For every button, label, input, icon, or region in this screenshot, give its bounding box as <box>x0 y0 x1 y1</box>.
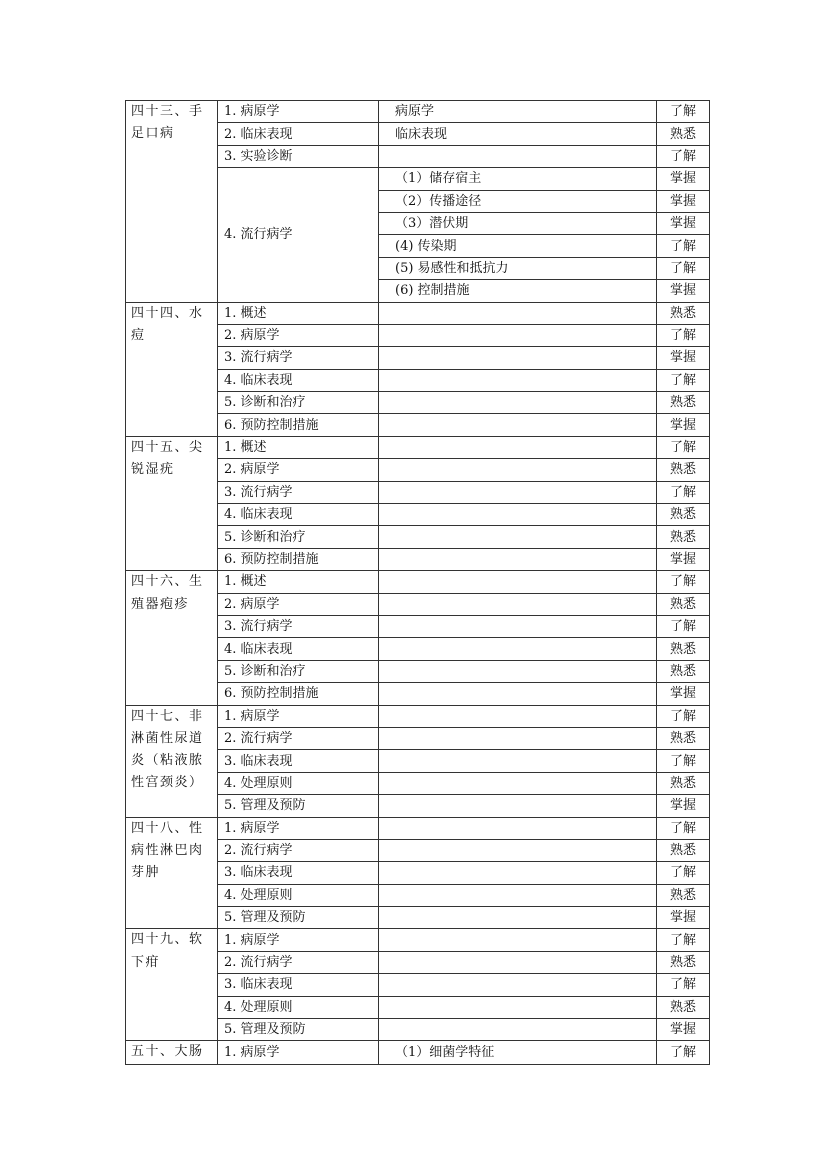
disease-name-cell: 四十六、生殖器疱疹 <box>126 571 218 705</box>
topic-cell: 2. 病原学 <box>218 324 379 346</box>
detail-cell <box>379 907 657 929</box>
table-row <box>126 817 710 839</box>
topic-cell: 6. 预防控制措施 <box>218 683 379 705</box>
requirement-level-cell: 掌握 <box>657 795 710 817</box>
topic-cell: 1. 病原学 <box>218 817 379 839</box>
detail-cell: （2）传播途径 <box>379 190 657 212</box>
requirement-level-cell: 熟悉 <box>657 951 710 973</box>
requirement-level-cell: 熟悉 <box>657 660 710 682</box>
topic-cell: 5. 管理及预防 <box>218 795 379 817</box>
disease-name-cell: 四十五、尖锐湿疣 <box>126 436 218 570</box>
syllabus-table <box>125 100 710 1065</box>
requirement-level-cell: 了解 <box>657 929 710 951</box>
table-row <box>126 1041 710 1064</box>
detail-cell <box>379 683 657 705</box>
topic-cell: 1. 病原学 <box>218 929 379 951</box>
requirement-level-cell: 熟悉 <box>657 996 710 1018</box>
detail-cell <box>379 750 657 772</box>
detail-cell: 病原学 <box>379 101 657 123</box>
topic-cell: 3. 流行病学 <box>218 347 379 369</box>
requirement-level-cell: 熟悉 <box>657 884 710 906</box>
requirement-level-cell: 了解 <box>657 817 710 839</box>
topic-cell: 5. 管理及预防 <box>218 1019 379 1041</box>
disease-name-cell: 五十、大肠 <box>126 1041 218 1064</box>
requirement-level-cell: 了解 <box>657 615 710 637</box>
disease-name-cell: 四十四、水痘 <box>126 302 218 436</box>
detail-cell <box>379 526 657 548</box>
requirement-level-cell: 掌握 <box>657 907 710 929</box>
requirement-level-cell: 掌握 <box>657 1019 710 1041</box>
detail-cell <box>379 839 657 861</box>
topic-cell: 4. 流行病学 <box>218 168 379 302</box>
topic-cell: 1. 病原学 <box>218 101 379 123</box>
detail-cell <box>379 414 657 436</box>
requirement-level-cell: 了解 <box>657 324 710 346</box>
requirement-level-cell: 熟悉 <box>657 459 710 481</box>
detail-cell <box>379 660 657 682</box>
detail-cell <box>379 615 657 637</box>
requirement-level-cell: 了解 <box>657 101 710 123</box>
table-row <box>126 101 710 123</box>
topic-cell: 1. 病原学 <box>218 1041 379 1064</box>
requirement-level-cell: 了解 <box>657 481 710 503</box>
topic-cell: 1. 概述 <box>218 302 379 324</box>
detail-cell <box>379 862 657 884</box>
detail-cell: （1）细菌学特征 <box>379 1041 657 1064</box>
requirement-level-cell: 掌握 <box>657 212 710 234</box>
topic-cell: 2. 流行病学 <box>218 727 379 749</box>
requirement-level-cell: 了解 <box>657 436 710 458</box>
detail-cell <box>379 974 657 996</box>
topic-cell: 6. 预防控制措施 <box>218 548 379 570</box>
detail-cell <box>379 347 657 369</box>
requirement-level-cell: 了解 <box>657 145 710 167</box>
topic-cell: 4. 临床表现 <box>218 369 379 391</box>
topic-cell: 1. 病原学 <box>218 705 379 727</box>
detail-cell <box>379 324 657 346</box>
requirement-level-cell: 掌握 <box>657 347 710 369</box>
requirement-level-cell: 熟悉 <box>657 772 710 794</box>
detail-cell: 临床表现 <box>379 123 657 145</box>
disease-name-cell: 四十三、手足口病 <box>126 101 218 303</box>
detail-cell <box>379 884 657 906</box>
detail-cell <box>379 302 657 324</box>
table-row <box>126 929 710 951</box>
requirement-level-cell: 了解 <box>657 257 710 279</box>
requirement-level-cell: 熟悉 <box>657 504 710 526</box>
requirement-level-cell: 了解 <box>657 1041 710 1064</box>
detail-cell <box>379 459 657 481</box>
topic-cell: 5. 管理及预防 <box>218 907 379 929</box>
detail-cell: (4) 传染期 <box>379 235 657 257</box>
topic-cell: 5. 诊断和治疗 <box>218 392 379 414</box>
requirement-level-cell: 掌握 <box>657 190 710 212</box>
requirement-level-cell: 了解 <box>657 571 710 593</box>
requirement-level-cell: 熟悉 <box>657 839 710 861</box>
requirement-level-cell: 掌握 <box>657 168 710 190</box>
table-body <box>126 101 710 1065</box>
topic-cell: 5. 诊断和治疗 <box>218 526 379 548</box>
topic-cell: 1. 概述 <box>218 571 379 593</box>
topic-cell: 3. 临床表现 <box>218 974 379 996</box>
topic-cell: 3. 临床表现 <box>218 750 379 772</box>
topic-cell: 3. 临床表现 <box>218 862 379 884</box>
requirement-level-cell: 熟悉 <box>657 638 710 660</box>
requirement-level-cell: 了解 <box>657 705 710 727</box>
topic-cell: 2. 流行病学 <box>218 839 379 861</box>
detail-cell <box>379 145 657 167</box>
detail-cell <box>379 817 657 839</box>
requirement-level-cell: 了解 <box>657 862 710 884</box>
disease-name-cell: 四十七、非淋菌性尿道炎（粘液脓性宫颈炎） <box>126 705 218 817</box>
topic-cell: 2. 流行病学 <box>218 951 379 973</box>
requirement-level-cell: 掌握 <box>657 548 710 570</box>
topic-cell: 4. 处理原则 <box>218 996 379 1018</box>
detail-cell: （3）潜伏期 <box>379 212 657 234</box>
topic-cell: 3. 实验诊断 <box>218 145 379 167</box>
topic-cell: 2. 病原学 <box>218 593 379 615</box>
requirement-level-cell: 熟悉 <box>657 526 710 548</box>
detail-cell <box>379 795 657 817</box>
topic-cell: 4. 处理原则 <box>218 772 379 794</box>
detail-cell <box>379 705 657 727</box>
requirement-level-cell: 了解 <box>657 369 710 391</box>
detail-cell <box>379 481 657 503</box>
requirement-level-cell: 掌握 <box>657 683 710 705</box>
disease-name-cell: 四十八、性病性淋巴肉芽肿 <box>126 817 218 929</box>
requirement-level-cell: 熟悉 <box>657 123 710 145</box>
table-row <box>126 705 710 727</box>
topic-cell: 6. 预防控制措施 <box>218 414 379 436</box>
detail-cell <box>379 951 657 973</box>
topic-cell: 2. 临床表现 <box>218 123 379 145</box>
requirement-level-cell: 熟悉 <box>657 727 710 749</box>
detail-cell <box>379 548 657 570</box>
requirement-level-cell: 掌握 <box>657 414 710 436</box>
requirement-level-cell: 了解 <box>657 750 710 772</box>
requirement-level-cell: 了解 <box>657 235 710 257</box>
topic-cell: 3. 流行病学 <box>218 481 379 503</box>
disease-name-cell: 四十九、软下疳 <box>126 929 218 1041</box>
detail-cell <box>379 369 657 391</box>
detail-cell <box>379 392 657 414</box>
topic-cell: 2. 病原学 <box>218 459 379 481</box>
detail-cell <box>379 504 657 526</box>
detail-cell <box>379 571 657 593</box>
detail-cell: (5) 易感性和抵抗力 <box>379 257 657 279</box>
topic-cell: 3. 流行病学 <box>218 615 379 637</box>
detail-cell <box>379 929 657 951</box>
table-row <box>126 571 710 593</box>
table-row <box>126 302 710 324</box>
topic-cell: 4. 临床表现 <box>218 638 379 660</box>
topic-cell: 4. 处理原则 <box>218 884 379 906</box>
requirement-level-cell: 熟悉 <box>657 392 710 414</box>
detail-cell <box>379 436 657 458</box>
detail-cell <box>379 638 657 660</box>
detail-cell: （1）储存宿主 <box>379 168 657 190</box>
table-row <box>126 436 710 458</box>
detail-cell <box>379 996 657 1018</box>
requirement-level-cell: 熟悉 <box>657 302 710 324</box>
requirement-level-cell: 掌握 <box>657 280 710 302</box>
requirement-level-cell: 了解 <box>657 974 710 996</box>
detail-cell <box>379 1019 657 1041</box>
detail-cell <box>379 727 657 749</box>
detail-cell <box>379 772 657 794</box>
detail-cell <box>379 593 657 615</box>
requirement-level-cell: 熟悉 <box>657 593 710 615</box>
detail-cell: (6) 控制措施 <box>379 280 657 302</box>
topic-cell: 5. 诊断和治疗 <box>218 660 379 682</box>
topic-cell: 1. 概述 <box>218 436 379 458</box>
topic-cell: 4. 临床表现 <box>218 504 379 526</box>
